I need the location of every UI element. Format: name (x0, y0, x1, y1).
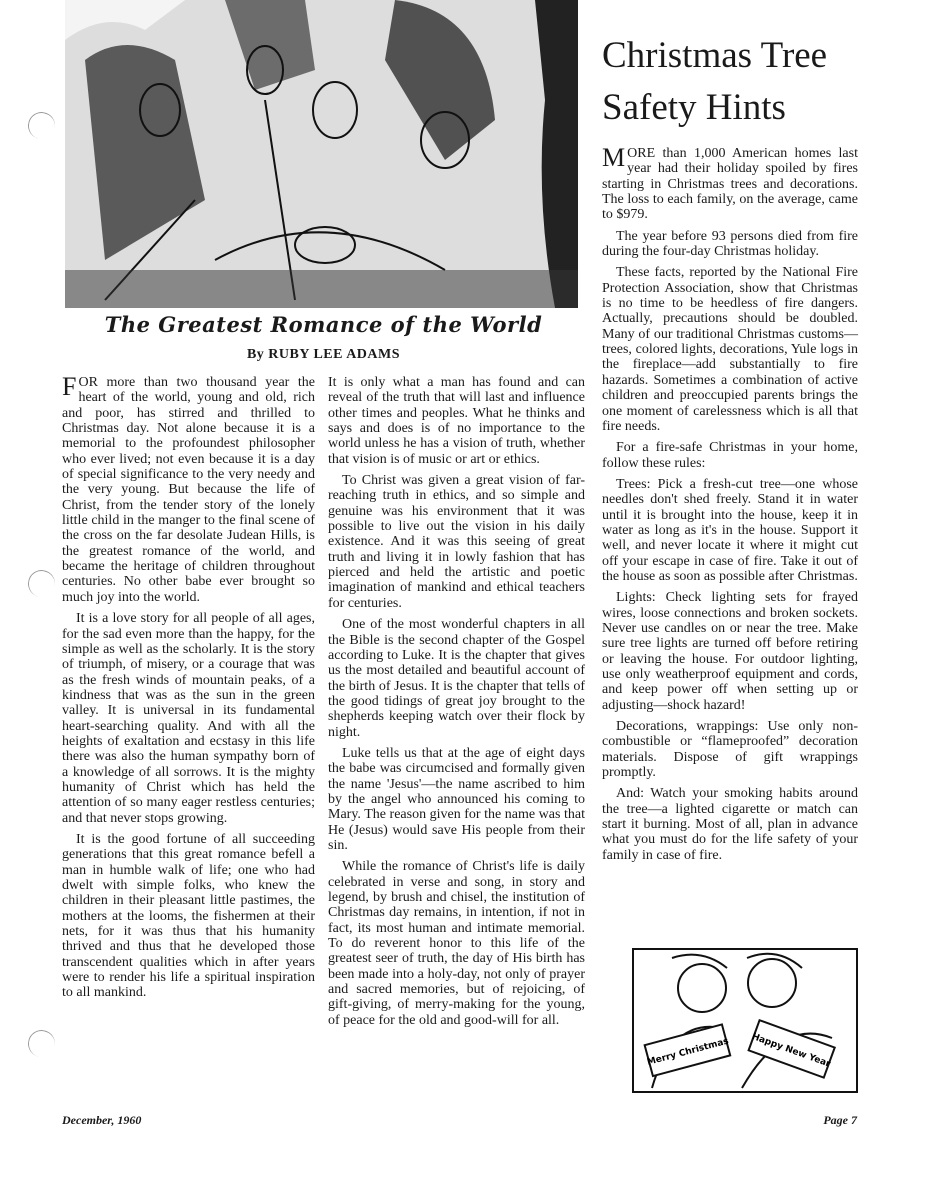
article-title: The Greatest Romance of the World (104, 312, 543, 337)
sidebar-paragraph: Trees: Pick a fresh-cut tree—one whose needles don't shed freely. Stand it in water until it is brought into the house, keep it in water as long as it's in the house. Support it well, and never locate it where it might cut off your escape in case of fire. Take it out of the house as soon as possible after Christmas. (602, 476, 858, 584)
article-paragraph: To Christ was given a great vision of far-reaching truth in ethics, and so simple and genuine was his environment that it was possible to live out the vision in his daily existence. And it was this seeing of great truth and living it in lowly fashion that has pierced and held the artistic and poetic imagination of mankind and ethical teachers for centuries. (328, 473, 585, 611)
article-paragraph: FOR more than two thousand year the heart of the world, young and old, rich and poor, has stirred and thrilled to Christmas day. Not alone because it is a memorial to the profoundest philosopher who ever lived; not even because it is a day of special significance to the very needy and the very young. But because the life of Christ, from the tender story of the lonely little child in the manger to the final scene of the cross on the far desolate Judean Hills, is the greatest romance of the world, and became the heritage of children throughout centuries. No other babe ever brought so much joy into the world. (62, 372, 315, 605)
punch-hole (26, 1028, 57, 1059)
punch-hole (26, 110, 57, 141)
article-paragraph: It is the good fortune of all succeeding generations that this great romance befell a man in humble walk of life; one who had dwelt with simple folks, who knew the children in their pleasant little pastimes, the mothers at the looms, the fishermen at their nets, for it was thus that his humanity thrived and thus that he developed those transcendent qualities which in after years were to render his life a spiritual inspiration to all mankind. (62, 831, 315, 1001)
article-paragraph: Luke tells us that at the age of eight days the babe was circumcised and formally given the name 'Jesus'—the name ascribed to him by the angel who announced his coming to Mary. The reason given for the name was that He (Jesus) would save His people from their sin. (328, 745, 585, 853)
footer-date: December, 1960 (62, 1113, 142, 1127)
card-left-text: Merry Christmas (646, 1036, 730, 1068)
article-paragraph: It is a love story for all people of all ages, for the sad even more than the happy, for the simple as well as the scholarly. It is the story of triumph, of misery, or a courage that was as the fresh winds of mountain peaks, of a kindness that was as the sun in the green valley. It is universal in its fundamental heart-searching quality. And with all the heights of exaltation and ecstasy in this life there was also the human sympathy born of a knowledge of all sorrows. It is the mighty humanity of Christ which has held the attention of so many eager restless centuries; and that never stops growing. (62, 611, 315, 826)
sidebar-paragraph: Lights: Check lighting sets for frayed wires, loose connections and broken sockets. Never use candles on or near the tree. Make sure tree lights are turned off before retiring or leaving the house. For outdoor lighting, use only weatherproof equipment and cords, and keep power off when setting up or adjusting—shock hazard! (602, 590, 858, 713)
drop-cap: F (62, 372, 77, 401)
children-card-illustration (632, 948, 858, 1093)
sidebar-paragraph: The year before 93 persons died from fire during the four-day Christmas holiday. (602, 228, 858, 260)
drop-cap: M (602, 143, 626, 172)
sidebar-paragraph: These facts, reported by the National Fire Protection Association, show that Christmas is no time to be heedless of fire dangers. Actually, precautions should be doubled. Many of our traditional Christmas customs—trees, colored lights, decorations, Yule logs in the fireplace—add substantially to fire hazards. Sometimes a combination of active children and preoccupied parents brings the one moment of carelessness which is all that fire needs. (602, 265, 858, 434)
punch-hole (26, 568, 57, 599)
sidebar-title (602, 30, 872, 134)
article-column-2 (328, 375, 585, 1034)
sidebar-title-line: Christmas Tree (602, 35, 828, 76)
article-column-1 (62, 372, 315, 1007)
sidebar-paragraph: MORE than 1,000 American homes last year had their holiday spoiled by fires starting in Christmas trees and decorations. The loss to each family, on the average, came to $979. (602, 143, 858, 223)
nativity-illustration (65, 0, 578, 308)
article-paragraph: While the romance of Christ's life is daily celebrated in verse and song, in story and legend, by brush and chisel, the institution of Christmas day remains, in intention, if not in fact, its most human and intimate memorial. To do reverent honor to this life of the greatest seer of truth, the day of His birth has been made into a holy-day, not only of prayer and sacred memories, but of rejoicing, of gift-giving, of merry-making for the young, of peace for the old and good-will for all. (328, 859, 585, 1028)
article-paragraph: One of the most wonderful chapters in all the Bible is the second chapter of the Gospel according to Luke. It is the chapter that gives us the most detailed and beautiful account of the birth of Jesus. It is the chapter that tells of the good tidings of great joy brought to the shepherds keeping watch over their flock by night. (328, 617, 585, 740)
article-byline: By RUBY LEE ADAMS (246, 347, 401, 362)
sidebar-column (602, 143, 858, 869)
sidebar-title-line: Safety Hints (602, 87, 786, 128)
sidebar-paragraph: And: Watch your smoking habits around the tree—a lighted cigarette or match can start it burning. Most of all, plan in advance what you must do for the life safety of your family in case of fire. (602, 786, 858, 863)
sidebar-paragraph: For a fire-safe Christmas in your home, follow these rules: (602, 440, 858, 471)
footer-page-number: Page 7 (823, 1113, 857, 1127)
article-paragraph: It is only what a man has found and can reveal of the truth that will last and influence other times and peoples. What he thinks and says and does is of no importance to the world unless he has a vision of truth, whether that vision is of music or art or ethics. (328, 375, 585, 467)
card-right-text: Happy New Year (750, 1031, 832, 1070)
sidebar-paragraph: Decorations, wrappings: Use only non-combustible or “flameproofed” decoration materials. Dispose of gift wrappings promptly. (602, 719, 858, 781)
